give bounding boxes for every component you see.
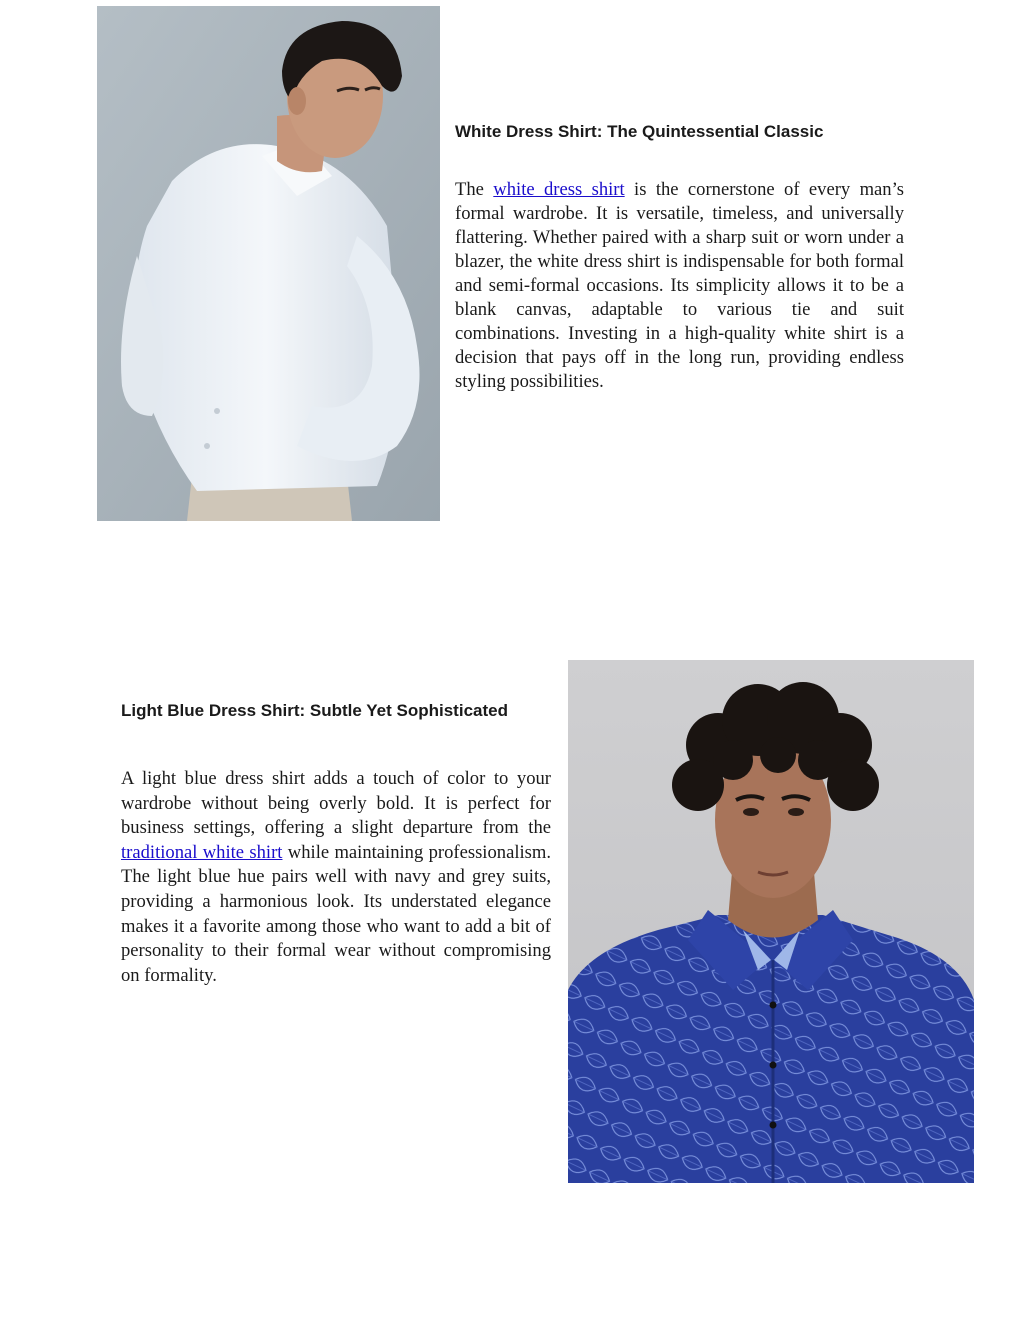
white-dress-shirt-link[interactable]: white dress shirt xyxy=(493,179,625,200)
body-text-prefix: The xyxy=(455,179,494,200)
blue-shirt-illustration xyxy=(568,660,974,1183)
body-text-suffix: is the cornerstone of every man’s formal wardrobe. It is versatile, timeless, and universally flattering. Whether paired with a sharp suit or worn under a blazer, the white dress shirt is indispensable for both formal and semi-formal occasions. Its simplicity allows it to be a blank canvas, adaptable to various tie and suit combinations. Investing in a high-quality white shirt is a decision that pays off in the long run, providing endless styling possibilities. xyxy=(455,179,904,392)
body-text-prefix: A light blue dress shirt adds a touch of color to your wardrobe without being overly bold. It is perfect for business settings, offering a slight departure from the xyxy=(121,768,551,839)
white-shirt-illustration xyxy=(97,6,440,521)
man-in-blue-patterned-shirt-photo xyxy=(568,660,974,1183)
man-in-white-dress-shirt-photo xyxy=(97,6,440,521)
section-body-light-blue-dress-shirt xyxy=(121,767,551,988)
body-text-suffix: while maintaining professionalism. The light blue hue pairs well with navy and grey suits, providing a harmonious look. Its understated elegance makes it a favorite among those who want to add a bit of personality to their formal wear without compromising on formality. xyxy=(121,841,551,986)
section-heading-light-blue-dress-shirt: Light Blue Dress Shirt: Subtle Yet Sophisticated xyxy=(121,701,508,720)
section-heading-white-dress-shirt: White Dress Shirt: The Quintessential Classic xyxy=(455,122,824,141)
section-body-white-dress-shirt xyxy=(455,178,904,394)
traditional-white-shirt-link[interactable]: traditional white shirt xyxy=(121,841,283,863)
